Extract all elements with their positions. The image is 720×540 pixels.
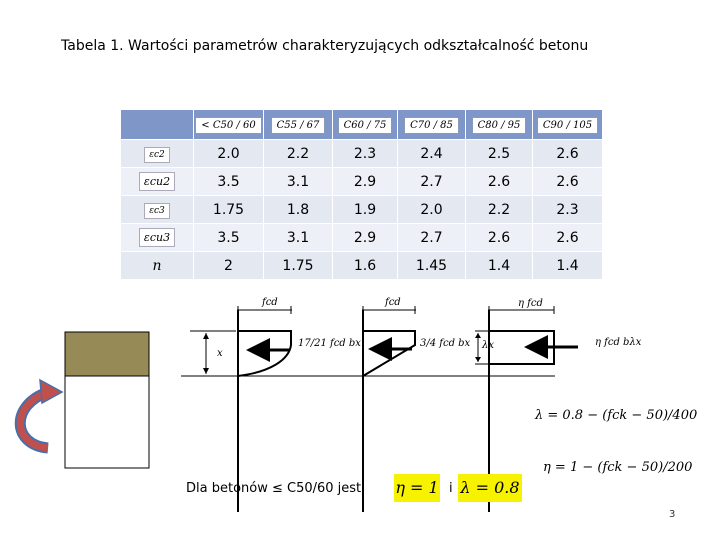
row-symbol: εcu3 xyxy=(121,224,194,252)
lambda-formula: λ = 0.8 − (fck − 50)/400 xyxy=(535,408,698,423)
table-cell: 2.3 xyxy=(333,140,398,168)
row-symbol: εc3 xyxy=(121,196,194,224)
table-cell: 1.4 xyxy=(533,252,603,280)
row-symbol: n xyxy=(121,252,194,280)
table-cell: 2.6 xyxy=(466,168,533,196)
table-cell: 2.9 xyxy=(333,224,398,252)
table-cell: 1.45 xyxy=(398,252,466,280)
table-cell: 2.0 xyxy=(194,140,264,168)
force-label: 3/4 fcd bx xyxy=(420,338,471,349)
table-cell: 1.6 xyxy=(333,252,398,280)
fcd-label: fcd xyxy=(262,297,278,308)
lambda-highlight-box: λ = 0.8 xyxy=(458,474,522,502)
table-cell: 2.6 xyxy=(533,168,603,196)
eta-formula: η = 1 − (fck − 50)/200 xyxy=(543,460,693,475)
table-cell: 3.1 xyxy=(264,224,333,252)
table-cell: 1.75 xyxy=(264,252,333,280)
table-cell: 2.0 xyxy=(398,196,466,224)
table-cell: 1.9 xyxy=(333,196,398,224)
table-cell: 1.75 xyxy=(194,196,264,224)
eta-highlight-box: η = 1 xyxy=(394,474,440,502)
header-cell: < C50 / 60 xyxy=(194,110,264,140)
table-cell: 1.4 xyxy=(466,252,533,280)
table-cell: 2.9 xyxy=(333,168,398,196)
table-cell: 2.6 xyxy=(533,140,603,168)
force-label: 17/21 fcd bx xyxy=(298,338,361,349)
lambda-x-label: λx xyxy=(482,340,494,351)
table-cell: 3.1 xyxy=(264,168,333,196)
table-cell: 3.5 xyxy=(194,168,264,196)
table-cell: 2.2 xyxy=(264,140,333,168)
eta-fcd-label: η fcd xyxy=(518,298,543,309)
row-symbol: εcu2 xyxy=(121,168,194,196)
header-cell: C90 / 105 xyxy=(533,110,603,140)
compression-zone-block xyxy=(65,332,149,376)
table-cell: 2.5 xyxy=(466,140,533,168)
header-cell: C80 / 95 xyxy=(466,110,533,140)
table-cell: 2.6 xyxy=(466,224,533,252)
beam-cross-section xyxy=(65,376,149,468)
table-cell: 2.4 xyxy=(398,140,466,168)
table-cell: 2.3 xyxy=(533,196,603,224)
depth-x-label: x xyxy=(217,348,223,359)
table-caption: Tabela 1. Wartości parametrów charakteryzujących odkształcalność betonu xyxy=(61,38,589,54)
page-number: 3 xyxy=(669,509,676,520)
row-symbol: εc2 xyxy=(121,140,194,168)
table-cell: 2.6 xyxy=(533,224,603,252)
header-cell: C55 / 67 xyxy=(264,110,333,140)
table-cell: 3.5 xyxy=(194,224,264,252)
fcd-label: fcd xyxy=(385,297,401,308)
header-cell: C70 / 85 xyxy=(398,110,466,140)
header-cell: C60 / 75 xyxy=(333,110,398,140)
table-cell: 1.8 xyxy=(264,196,333,224)
note-connector: i xyxy=(449,481,453,496)
note-text: Dla betonów ≤ C50/60 jest xyxy=(186,481,362,496)
table-cell: 2.7 xyxy=(398,168,466,196)
table-cell: 2 xyxy=(194,252,264,280)
table-cell: 2.2 xyxy=(466,196,533,224)
table-cell: 2.7 xyxy=(398,224,466,252)
force-label: η fcd bλx xyxy=(595,337,642,348)
